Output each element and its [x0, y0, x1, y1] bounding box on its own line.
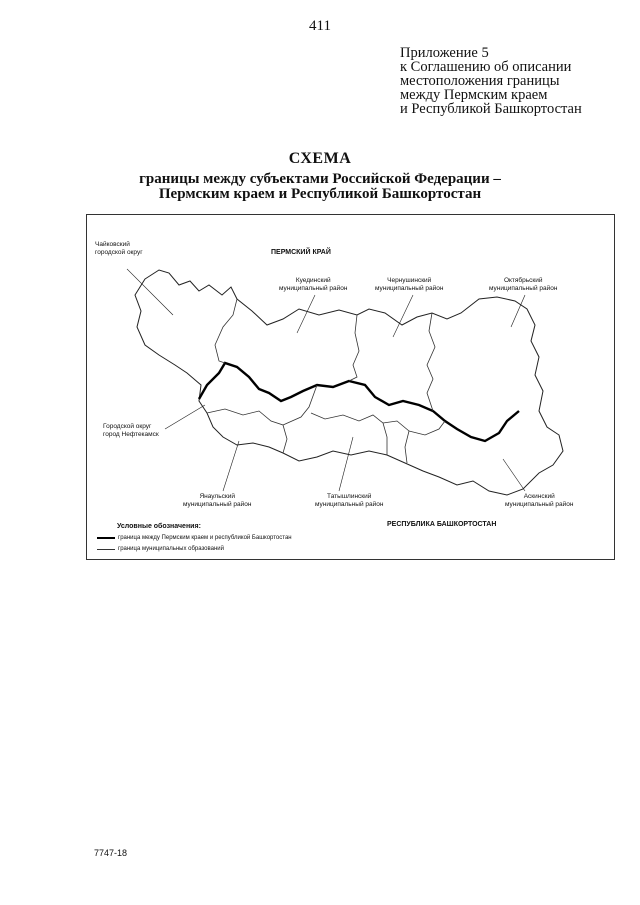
document-subtitle — [0, 172, 640, 202]
leader-lines — [127, 269, 525, 491]
subtitle-line: Пермским краем и Республикой Башкортостан — [158, 186, 482, 202]
label-chernushinsky: Чернушинский муниципальный район — [375, 277, 444, 292]
appendix-line: местоположения границы — [400, 73, 560, 89]
legend-swatch-thick — [97, 537, 115, 539]
subtitle-line: границы между субъектами Российской Федерации – — [139, 171, 501, 187]
interregional-boundary — [199, 363, 519, 441]
boundary-map — [86, 214, 615, 560]
label-kuedinsky: Куединский муниципальный район — [279, 277, 348, 292]
municipal-boundaries — [207, 299, 445, 463]
map-outer-outline — [135, 270, 563, 495]
legend-item-municipal: граница муниципальных образований — [97, 546, 224, 552]
legend-swatch-thin — [97, 549, 115, 550]
legend-title: Условные обозначения: — [117, 523, 201, 530]
appendix-note — [400, 46, 636, 116]
region-name-perm: ПЕРМСКИЙ КРАЙ — [271, 249, 331, 256]
label-chaikovsky: Чайковский городской округ — [95, 241, 143, 256]
appendix-line: Приложение 5 — [400, 45, 489, 61]
label-askinsky: Аскинский муниципальный район — [505, 493, 574, 508]
appendix-line: между Пермским краем — [400, 87, 548, 103]
legend-item-interregional: граница между Пермским краем и республикой Башкортостан — [97, 535, 292, 541]
label-yanaulsky: Янаульский муниципальный район — [183, 493, 252, 508]
appendix-line: к Соглашению об описании — [400, 59, 572, 75]
region-name-bashkortostan: РЕСПУБЛИКА БАШКОРТОСТАН — [387, 521, 497, 528]
label-tatyshlinsky: Татышлинский муниципальный район — [315, 493, 384, 508]
document-title: СХЕМА — [288, 150, 352, 167]
label-neftekamsk: Городской округ город Нефтекамск — [103, 423, 159, 438]
footer-code: 7747-18 — [94, 848, 128, 858]
appendix-line: и Республикой Башкортостан — [400, 101, 582, 117]
label-oktyabrsky: Октябрьский муниципальный район — [489, 277, 558, 292]
page-number: 411 — [309, 18, 331, 34]
